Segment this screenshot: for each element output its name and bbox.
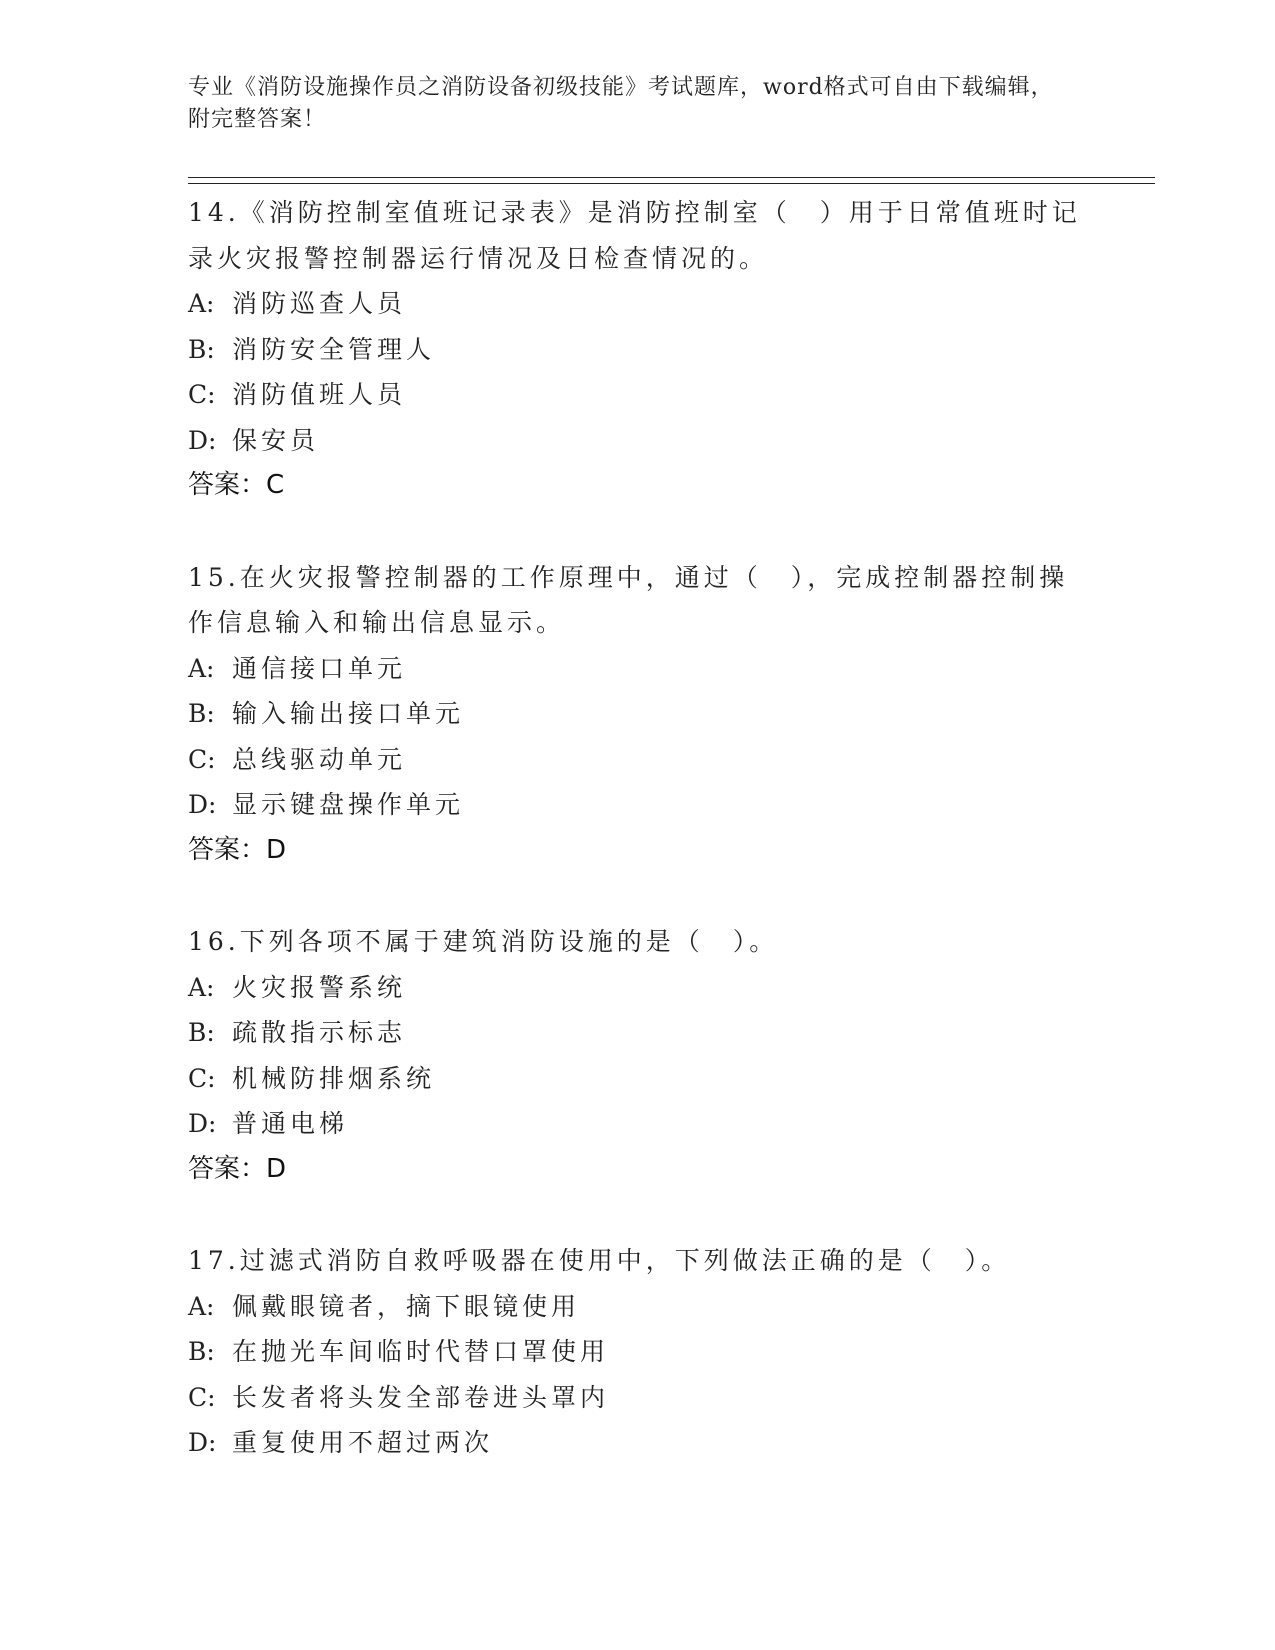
question-16 <box>188 919 1088 1192</box>
option-text: 保安员 <box>232 425 320 455</box>
option-text: 佩戴眼镜者，摘下眼镜使用 <box>232 1291 581 1321</box>
option-text: 通信接口单元 <box>232 653 407 683</box>
option-text: 长发者将头发全部卷进头罩内 <box>232 1382 610 1412</box>
option-key: A: <box>188 972 215 1002</box>
option-text: 总线驱动单元 <box>232 744 407 774</box>
option-key: C: <box>188 380 216 409</box>
option-key: D: <box>188 790 217 819</box>
option-text: 消防值班人员 <box>232 380 407 409</box>
option-key: D: <box>188 1428 217 1457</box>
option-b <box>188 691 1088 737</box>
question-list <box>188 190 1088 1512</box>
option-key: C: <box>188 744 216 774</box>
answer-line: 答案：D <box>188 1153 287 1184</box>
question-14 <box>188 190 1088 509</box>
option-text: 输入输出接口单元 <box>232 699 465 728</box>
option-d <box>188 418 1088 464</box>
option-a <box>188 281 1088 327</box>
answer-line: 答案：C <box>188 470 285 500</box>
option-text: 火灾报警系统 <box>232 972 407 1002</box>
option-key: A: <box>188 1291 215 1321</box>
option-text: 机械防排烟系统 <box>232 1063 436 1093</box>
question-stem: 17.过滤式消防自救呼吸器在使用中，下列做法正确的是（ ）。 <box>188 1246 1011 1275</box>
option-key: B: <box>188 1337 215 1366</box>
question-15 <box>188 555 1088 874</box>
option-key: C: <box>188 1063 216 1093</box>
option-text: 疏散指示标志 <box>232 1018 407 1047</box>
option-key: A: <box>188 289 215 318</box>
option-text: 消防巡查人员 <box>232 289 407 318</box>
option-a <box>188 965 1088 1011</box>
option-key: C: <box>188 1382 216 1412</box>
option-b <box>188 327 1088 373</box>
option-text: 普通电梯 <box>232 1109 349 1138</box>
option-key: D: <box>188 425 217 455</box>
option-key: B: <box>188 699 215 728</box>
option-c <box>188 737 1088 783</box>
question-stem: 15.在火灾报警控制器的工作原理中，通过（ ），完成控制器控制操作信息输入和输出信息显示。 <box>188 562 1069 637</box>
option-key: D: <box>188 1109 217 1138</box>
option-text: 重复使用不超过两次 <box>232 1428 494 1457</box>
header-divider-top <box>188 177 1155 178</box>
document-intro: 专业《消防设施操作员之消防设备初级技能》考试题库，word格式可自由下载编辑，附完整答案！ <box>188 75 1054 132</box>
option-a <box>188 646 1088 692</box>
answer-line: 答案：D <box>188 834 287 865</box>
option-b <box>188 1010 1088 1056</box>
question-17 <box>188 1238 1088 1466</box>
header-divider-bottom <box>188 183 1155 184</box>
option-c <box>188 1375 1088 1421</box>
option-text: 显示键盘操作单元 <box>232 790 465 819</box>
option-text: 在抛光车间临时代替口罩使用 <box>232 1337 610 1366</box>
option-text: 消防安全管理人 <box>232 334 436 364</box>
option-d <box>188 1101 1088 1147</box>
option-key: B: <box>188 334 215 364</box>
question-stem: 14.《消防控制室值班记录表》是消防控制室（ ）用于日常值班时记录火灾报警控制器运行情况及日检查情况的。 <box>188 198 1081 273</box>
option-c <box>188 1056 1088 1102</box>
question-stem: 16.下列各项不属于建筑消防设施的是（ ）。 <box>188 927 779 956</box>
option-key: B: <box>188 1018 215 1047</box>
option-d <box>188 1420 1088 1466</box>
option-a <box>188 1284 1088 1330</box>
option-key: A: <box>188 653 215 683</box>
option-c <box>188 372 1088 418</box>
option-b <box>188 1329 1088 1375</box>
option-d <box>188 782 1088 828</box>
